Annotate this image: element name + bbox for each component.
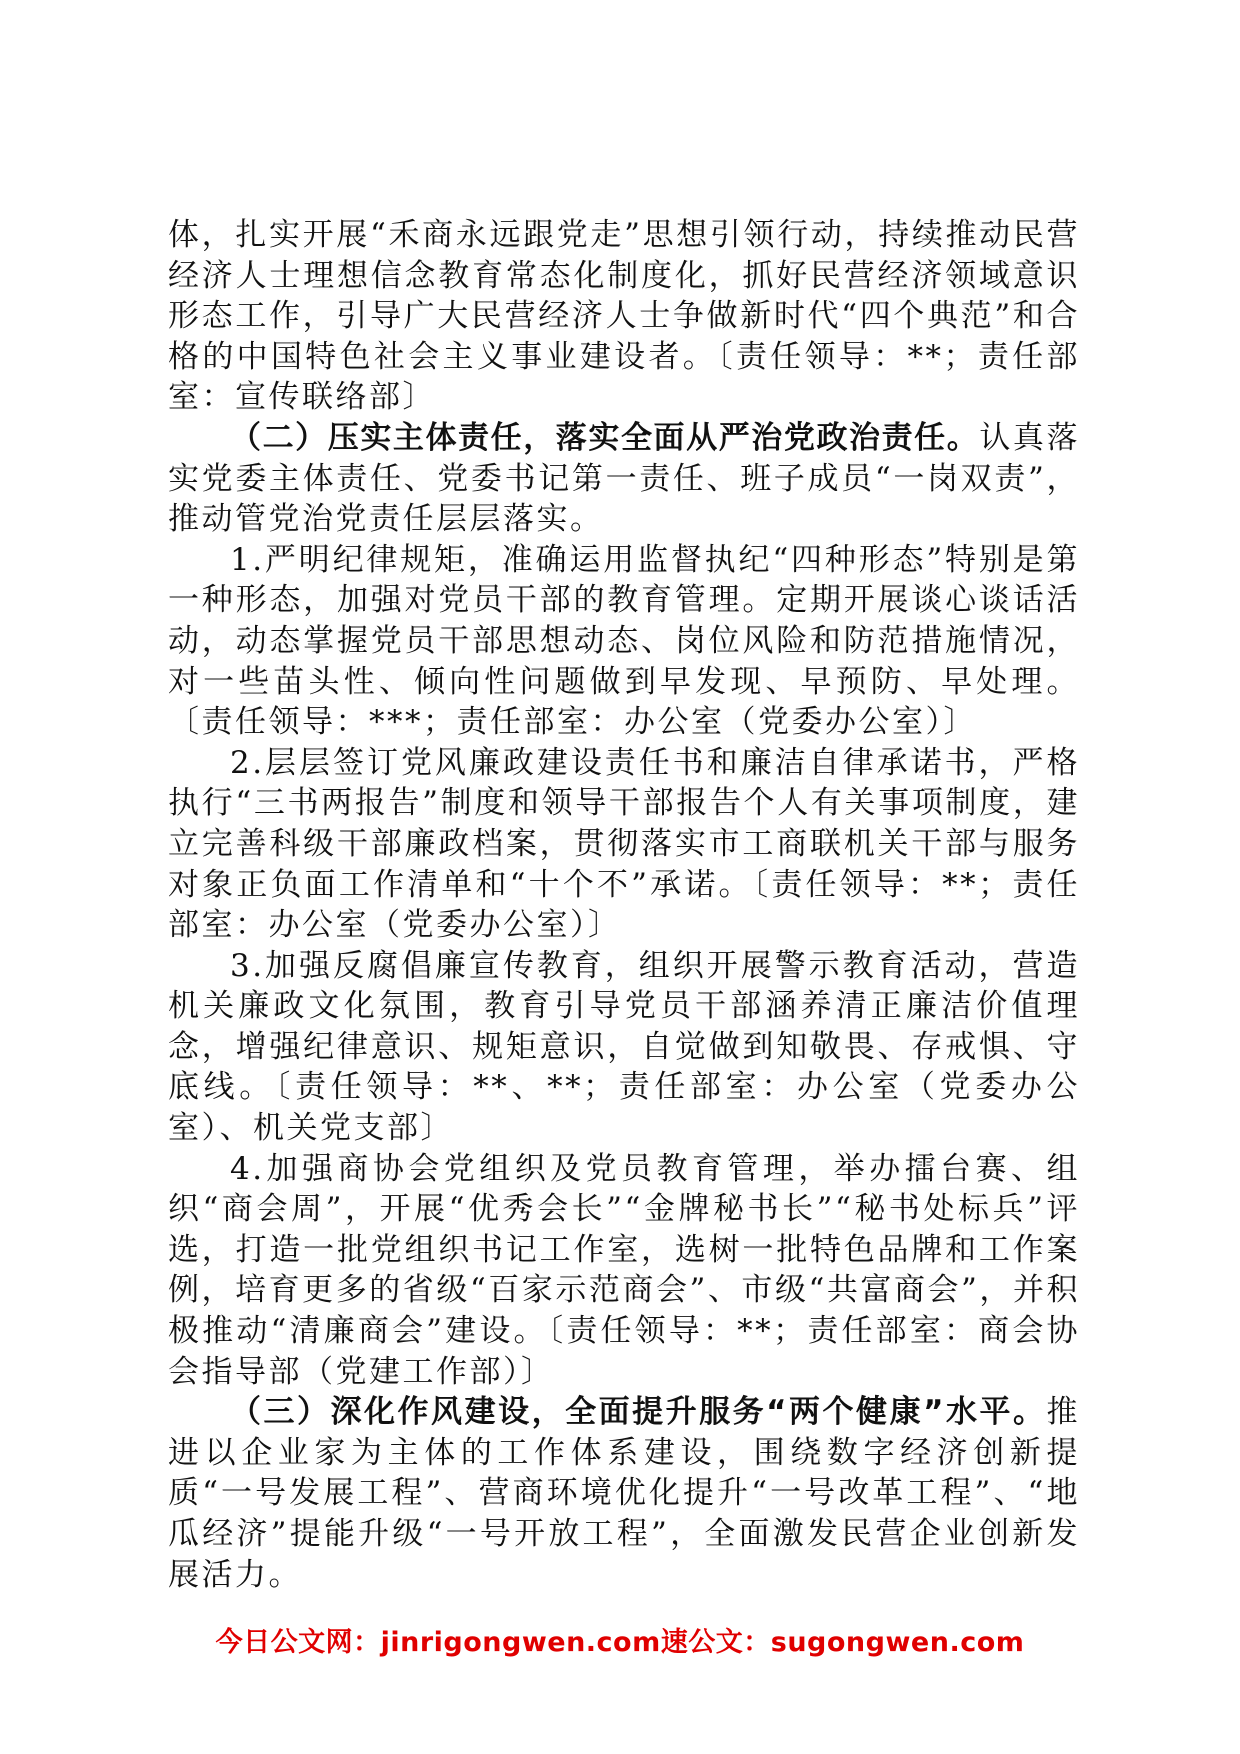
section-3-paragraph [168, 1392, 1080, 1595]
list-item-4: 4.加强商协会党组织及党员教育管理，举办擂台赛、组织“商会周”，开展“优秀会长”“金牌秘书长”“秘书处标兵”评选，打造一批党组织书记工作室，选树一批特色品牌和工作案例，培育更多的省级“百家示范商会”、市级“共富商会”，并积极推动“清廉商会”建设。〔责任领导：**；责任部室：商会协会指导部（党建工作部）〕 [168, 1150, 1080, 1390]
footer-site1-link[interactable]: jinrigongwen.com [380, 1627, 661, 1658]
footer-site2-link[interactable]: sugongwen.com [770, 1627, 1025, 1658]
section-2-paragraph [168, 418, 1080, 540]
document-body [168, 215, 1080, 1595]
section-2-heading: （二）压实主体责任，落实全面从严治党政治责任。 [230, 419, 980, 456]
footer-site2-name: 速公文： [660, 1627, 771, 1658]
section-2-text: 认真落实党委主体责任、党委书记第一责任、班子成员“一岗双责”，推动管党治党责任层层落实。 [168, 419, 1081, 538]
list-item-2: 2.层层签订党风廉政建设责任书和廉洁自律承诺书，严格执行“三书两报告”制度和领导干部报告个人有关事项制度，建立完善科级干部廉政档案，贯彻落实市工商联机关干部与服务对象正负面工作清单和“十个不”承诺。〔责任领导：**；责任部室：办公室（党委办公室）〕 [168, 744, 1080, 944]
section-3-text: 推进以企业家为主体的工作体系建设，围绕数字经济创新提质“一号发展工程”、营商环境优化提升“一号改革工程”、“地瓜经济”提能升级“一号开放工程”，全面激发民营企业创新发展活力。 [168, 1394, 1080, 1593]
list-item-3: 3.加强反腐倡廉宣传教育，组织开展警示教育活动，营造机关廉政文化氛围，教育引导党员干部涵养清正廉洁价值理念，增强纪律意识、规矩意识，自觉做到知敬畏、存戒惧、守底线。〔责任领导：**、**；责任部室：办公室（党委办公室）、机关党支部〕 [168, 947, 1080, 1147]
footer-site1-name: 今日公文网： [215, 1627, 381, 1658]
list-item-1: 1.严明纪律规矩，准确运用监督执纪“四种形态”特别是第一种形态，加强对党员干部的教育管理。定期开展谈心谈话活动，动态掌握党员干部思想动态、岗位风险和防范措施情况，对一些苗头性、倾向性问题做到早发现、早预防、早处理。〔责任领导：***；责任部室：办公室（党委办公室）〕 [168, 541, 1080, 741]
section-3-heading: （三）深化作风建设，全面提升服务“两个健康”水平。 [230, 1394, 1047, 1431]
paragraph-continued: 体，扎实开展“禾商永远跟党走”思想引领行动，持续推动民营经济人士理想信念教育常态化制度化，抓好民营经济领域意识形态工作，引导广大民营经济人士争做新时代“四个典范”和合格的中国特色社会主义事业建设者。〔责任领导：**；责任部室：宣传联络部〕 [168, 217, 1080, 416]
watermark-footer [0, 1620, 1240, 1659]
